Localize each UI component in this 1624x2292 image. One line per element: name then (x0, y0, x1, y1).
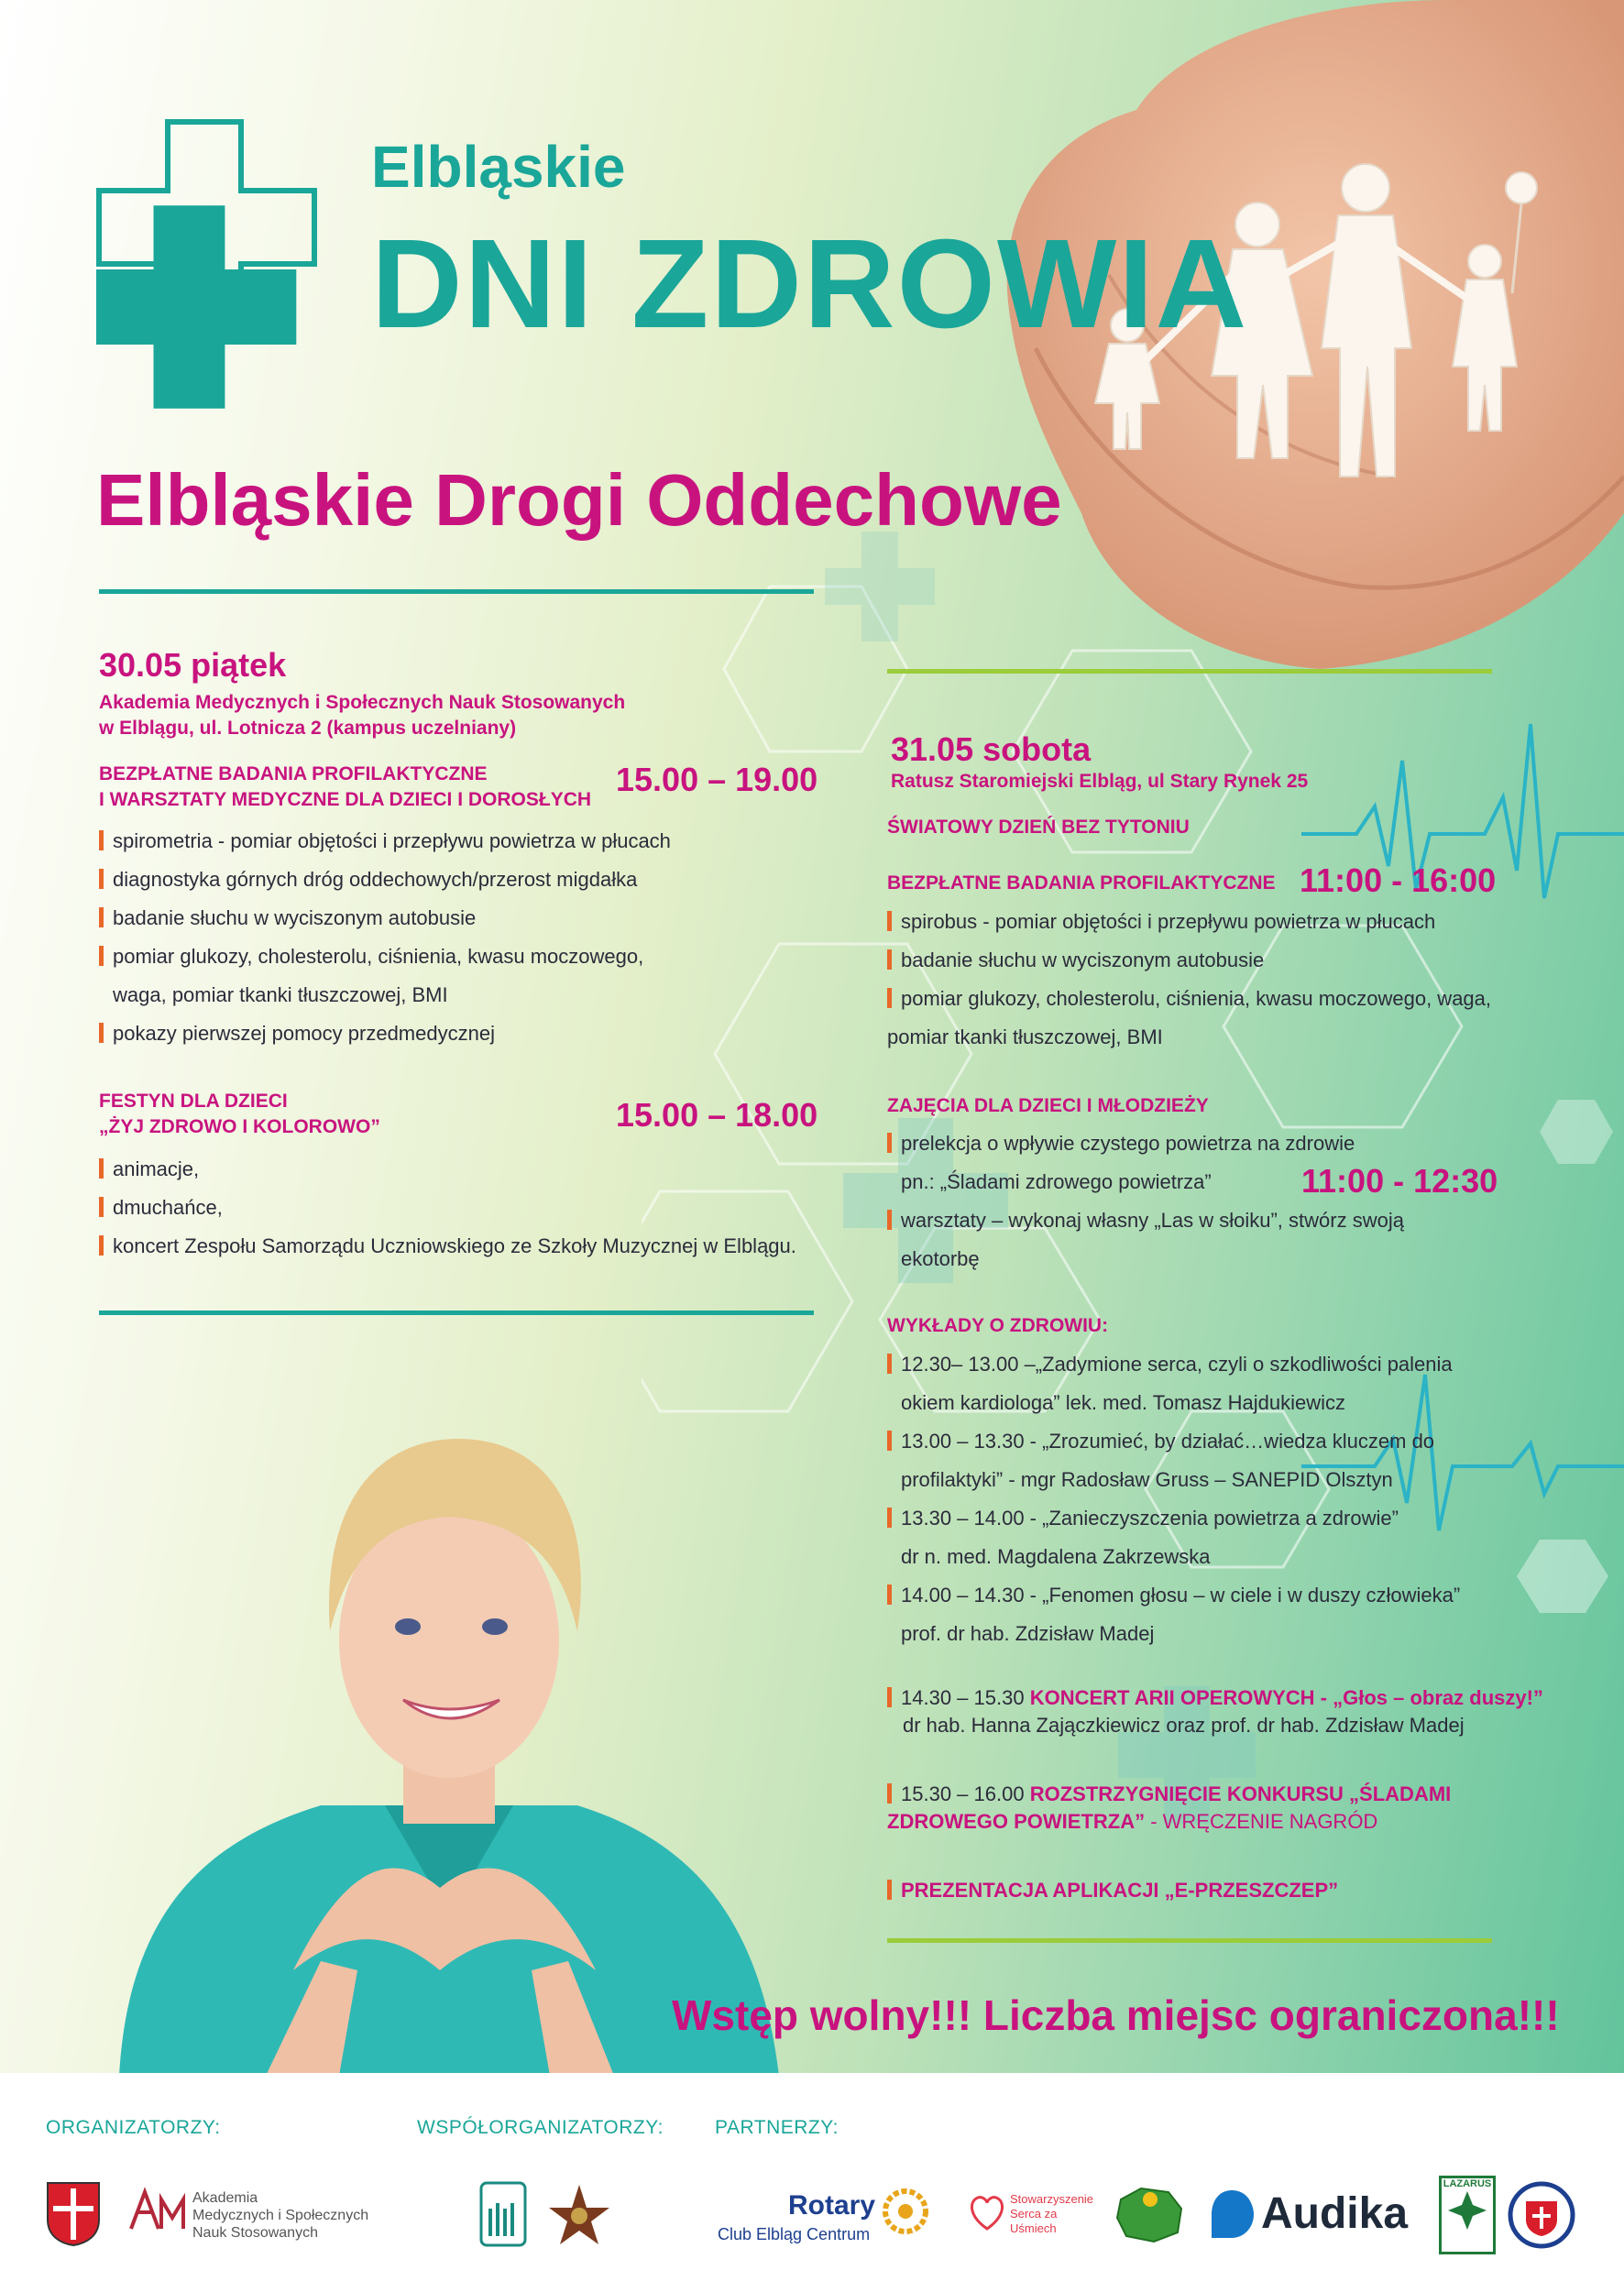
day1-section1-title-2: I WARSZTATY MEDYCZNE DLA DZIECI I DOROSŁYCH (99, 789, 592, 810)
partner-map-logo-icon (1114, 2181, 1187, 2247)
sponsors-band (0, 2073, 1624, 2292)
list-item: waga, pomiar tkanki tłuszczowej, BMI (113, 983, 448, 1006)
day2-contest: 15.30 – 16.00 ROZSTRZYGNIĘCIE KONKURSU „ŚLADAMI (887, 1781, 1451, 1808)
day1-date: 30.05 piątek (99, 646, 287, 684)
coorganizer-2-logo-icon (547, 2183, 611, 2247)
health-cross-logo-icon (96, 119, 353, 422)
day2-location: Ratusz Staromiejski Elbląg, ul Stary Rynek 25 (891, 771, 1309, 792)
partners-label: PARTNERZY: (715, 2117, 839, 2138)
list-item: spirometria - pomiar objętości i przepływu powietrza w płucach (99, 822, 671, 861)
elblag-coat-of-arms-icon (46, 2181, 101, 2247)
list-item: pomiar glukozy, cholesterolu, ciśnienia, kwasu moczowego, waga, (887, 980, 1491, 1018)
coorganizers-label: WSPÓŁORGANIZATORZY: (417, 2117, 664, 2138)
list-item: 13.00 – 13.30 - „Zrozumieć, by działać…wiedza kluczem do (887, 1422, 1460, 1461)
day2-lectures-title: WYKŁADY O ZDROWIU: (887, 1315, 1109, 1336)
serca-heart-icon (967, 2192, 1007, 2232)
divider-right (887, 669, 1492, 674)
day1-section2-time: 15.00 – 18.00 (616, 1096, 818, 1134)
day2-no-tobacco: ŚWIATOWY DZIEŃ BEZ TYTONIU (887, 817, 1190, 838)
day1-section2-title-1: FESTYN DLA DZIECI (99, 1091, 288, 1112)
day2-concert-performers: dr hab. Hanna Zajączkiewicz oraz prof. dr hab. Zdzisław Madej (903, 1714, 1465, 1737)
day2-contest-2: ZDROWEGO POWIETRZA” - WRĘCZENIE NAGRÓD (887, 1810, 1378, 1833)
rotary-wheel-icon (882, 2188, 929, 2235)
day2-date: 31.05 sobota (891, 730, 1092, 768)
list-item: badanie słuchu w wyciszonym autobusie (887, 941, 1491, 980)
list-item: pn.: „Śladami zdrowego powietrza” (901, 1170, 1212, 1193)
day1-location-1: Akademia Medycznych i Społecznych Nauk Stosowanych (99, 692, 626, 713)
day1-section2-list (99, 1150, 796, 1266)
audika-drop-icon (1208, 2188, 1256, 2240)
list-item: 12.30– 13.00 –„Zadymione serca, czyli o szkodliwości palenia (887, 1345, 1460, 1384)
day2-lectures-list (887, 1345, 1460, 1653)
list-item: pokazy pierwszej pomocy przedmedycznej (99, 1014, 671, 1053)
divider-left-bottom (99, 1310, 814, 1315)
day1-section1-title-1: BEZPŁATNE BADANIA PROFILAKTYCZNE (99, 763, 488, 784)
list-item: okiem kardiologa” lek. med. Tomasz Hajdukiewicz (901, 1391, 1346, 1414)
day2-section1-list (887, 903, 1491, 1057)
list-item: prof. dr hab. Zdzisław Madej (901, 1622, 1155, 1645)
list-item: dmuchańce, (99, 1189, 796, 1227)
audika-logo-text: Audika (1261, 2189, 1409, 2238)
list-item: prelekcja o wpływie czystego powietrza na zdrowie (887, 1124, 1404, 1163)
organizers-label: ORGANIZATORZY: (46, 2117, 221, 2138)
divider (99, 589, 814, 594)
list-item: ekotorbę (901, 1247, 980, 1270)
list-item: spirobus - pomiar objętości i przepływu powietrza w płucach (887, 903, 1491, 941)
list-item: koncert Zespołu Samorządu Uczniowskiego ze Szkoły Muzycznej w Elblągu. (99, 1227, 796, 1266)
day2-section2-list (887, 1124, 1404, 1278)
day2-section1-time: 11:00 - 16:00 (1300, 861, 1497, 899)
day1-section1-time: 15.00 – 19.00 (616, 761, 818, 798)
list-item: profilaktyki” - mgr Radosław Gruss – SANEPID Olsztyn (901, 1468, 1393, 1491)
amisns-logo-icon (126, 2183, 191, 2238)
lazarus-logo (1439, 2176, 1496, 2254)
list-item: animacje, (99, 1150, 796, 1189)
list-item: 14.00 – 14.30 - „Fenomen głosu – w ciele i w duszy człowieka” (887, 1576, 1460, 1615)
day2-section2-time: 11:00 - 12:30 (1301, 1162, 1498, 1200)
rotary-club-text: Club Elbląg Centrum (718, 2225, 871, 2243)
list-item: pomiar glukozy, cholesterolu, ciśnienia, kwasu moczowego, (99, 938, 671, 976)
day2-section1-title: BEZPŁATNE BADANIA PROFILAKTYCZNE (887, 872, 1276, 894)
page-subtitle: Elbląskie Drogi Oddechowe (96, 459, 1062, 541)
nurse-heart-hands-image (82, 1329, 816, 2076)
list-item: warsztaty – wykonaj własny „Las w słoiku”, stwórz swoją (887, 1201, 1404, 1240)
footer-note: Wstęp wolny!!! Liczba miejsc ograniczona!!! (672, 1991, 1560, 2039)
day1-section2-title-2: „ŻYJ ZDROWO I KOLOROWO” (99, 1116, 380, 1137)
day2-app: PREZENTACJA APLIKACJI „E-PRZESZCZEP” (887, 1877, 1338, 1904)
lazarus-logo-text: LAZARUS (1443, 2178, 1492, 2189)
serca-logo-text: Stowarzyszenie Serca za Uśmiech (1010, 2192, 1094, 2235)
academy-logo-text: Akademia Medycznych i Społecznych Nauk Stosowanych (192, 2190, 369, 2241)
header-title: DNI ZDROWIA (371, 214, 1249, 355)
day2-section2-title: ZAJĘCIA DLA DZIECI I MŁODZIEŻY (887, 1095, 1209, 1116)
day1-section1-list (99, 822, 671, 1053)
day1-location-2: w Elblągu, ul. Lotnicza 2 (kampus uczelniany) (99, 718, 517, 739)
coorganizer-1-logo-icon (479, 2181, 527, 2247)
day2-concert: 14.30 – 15.30 KONCERT ARII OPEROWYCH - „Głos – obraz duszy!” (887, 1684, 1543, 1712)
state-emblem-icon (1508, 2181, 1575, 2249)
rotary-logo-text: Rotary (788, 2190, 876, 2221)
list-item: badanie słuchu w wyciszonym autobusie (99, 899, 671, 938)
list-item: pomiar tkanki tłuszczowej, BMI (887, 1025, 1163, 1048)
list-item: 13.30 – 14.00 - „Zanieczyszczenia powietrza a zdrowie” (887, 1499, 1460, 1538)
header-city: Elbląskie (371, 134, 626, 200)
divider-right-bottom (887, 1938, 1492, 1943)
list-item: diagnostyka górnych dróg oddechowych/przerost migdałka (99, 861, 671, 899)
list-item: dr n. med. Magdalena Zakrzewska (901, 1545, 1211, 1568)
lazarus-cross-icon (1446, 2189, 1488, 2232)
